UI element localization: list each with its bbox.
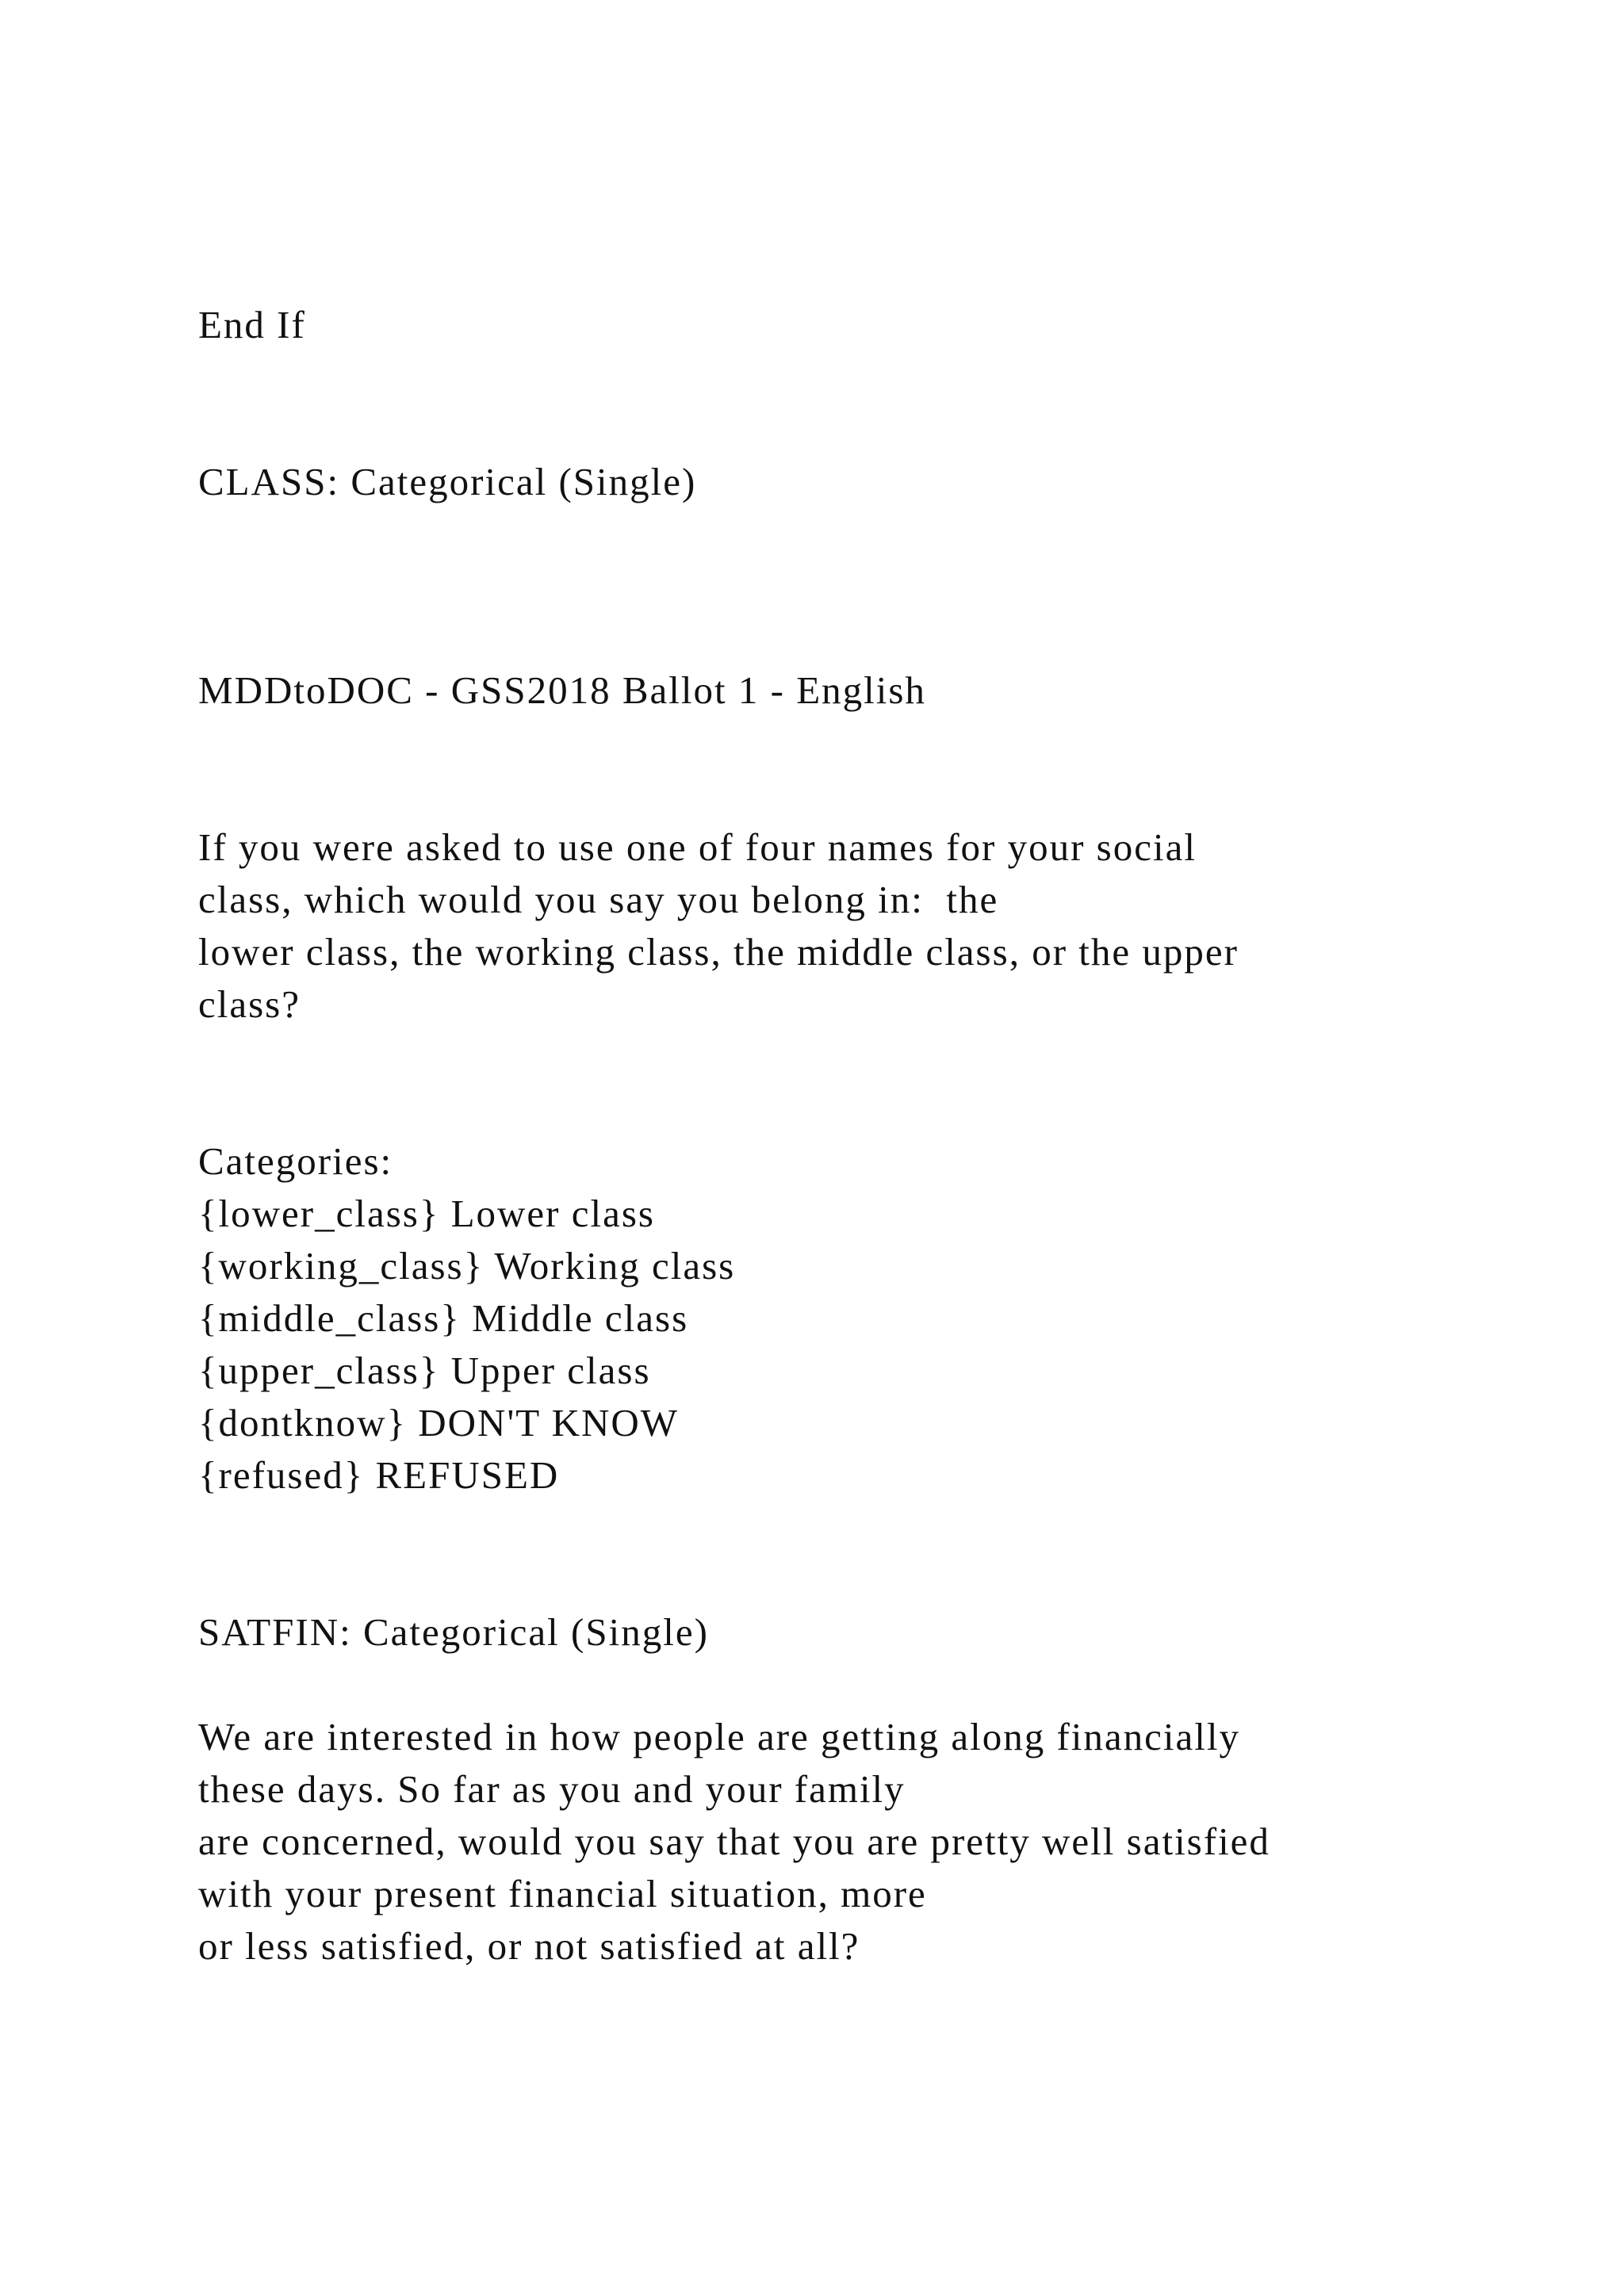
satfin-question-line-3: are concerned, would you say that you are pretty well satisfied	[198, 1820, 1270, 1863]
class-question-line-2: class, which would you say you belong in: the	[198, 878, 999, 921]
category-lower-class: {lower_class} Lower class	[198, 1192, 655, 1235]
end-if-line: End If	[198, 303, 306, 346]
categories-label: Categories:	[198, 1139, 393, 1183]
satfin-question-line-2: these days. So far as you and your family	[198, 1767, 906, 1811]
class-question-line-4: class?	[198, 982, 301, 1026]
category-refused: {refused} REFUSED	[198, 1453, 560, 1497]
category-middle-class: {middle_class} Middle class	[198, 1296, 689, 1340]
document-source-line: MDDtoDOC - GSS2018 Ballot 1 - English	[198, 668, 926, 712]
category-upper-class: {upper_class} Upper class	[198, 1349, 651, 1392]
class-question-line-3: lower class, the working class, the middle class, or the upper	[198, 930, 1239, 974]
class-heading: CLASS: Categorical (Single)	[198, 460, 697, 503]
satfin-question-line-5: or less satisfied, or not satisfied at all?	[198, 1924, 860, 1968]
class-question-line-1: If you were asked to use one of four names for your social	[198, 825, 1197, 869]
satfin-question-line-1: We are interested in how people are getting along financially	[198, 1715, 1241, 1758]
satfin-heading: SATFIN: Categorical (Single)	[198, 1610, 709, 1654]
satfin-question-line-4: with your present financial situation, more	[198, 1872, 927, 1915]
category-dontknow: {dontknow} DON'T KNOW	[198, 1401, 679, 1445]
category-working-class: {working_class} Working class	[198, 1244, 736, 1288]
